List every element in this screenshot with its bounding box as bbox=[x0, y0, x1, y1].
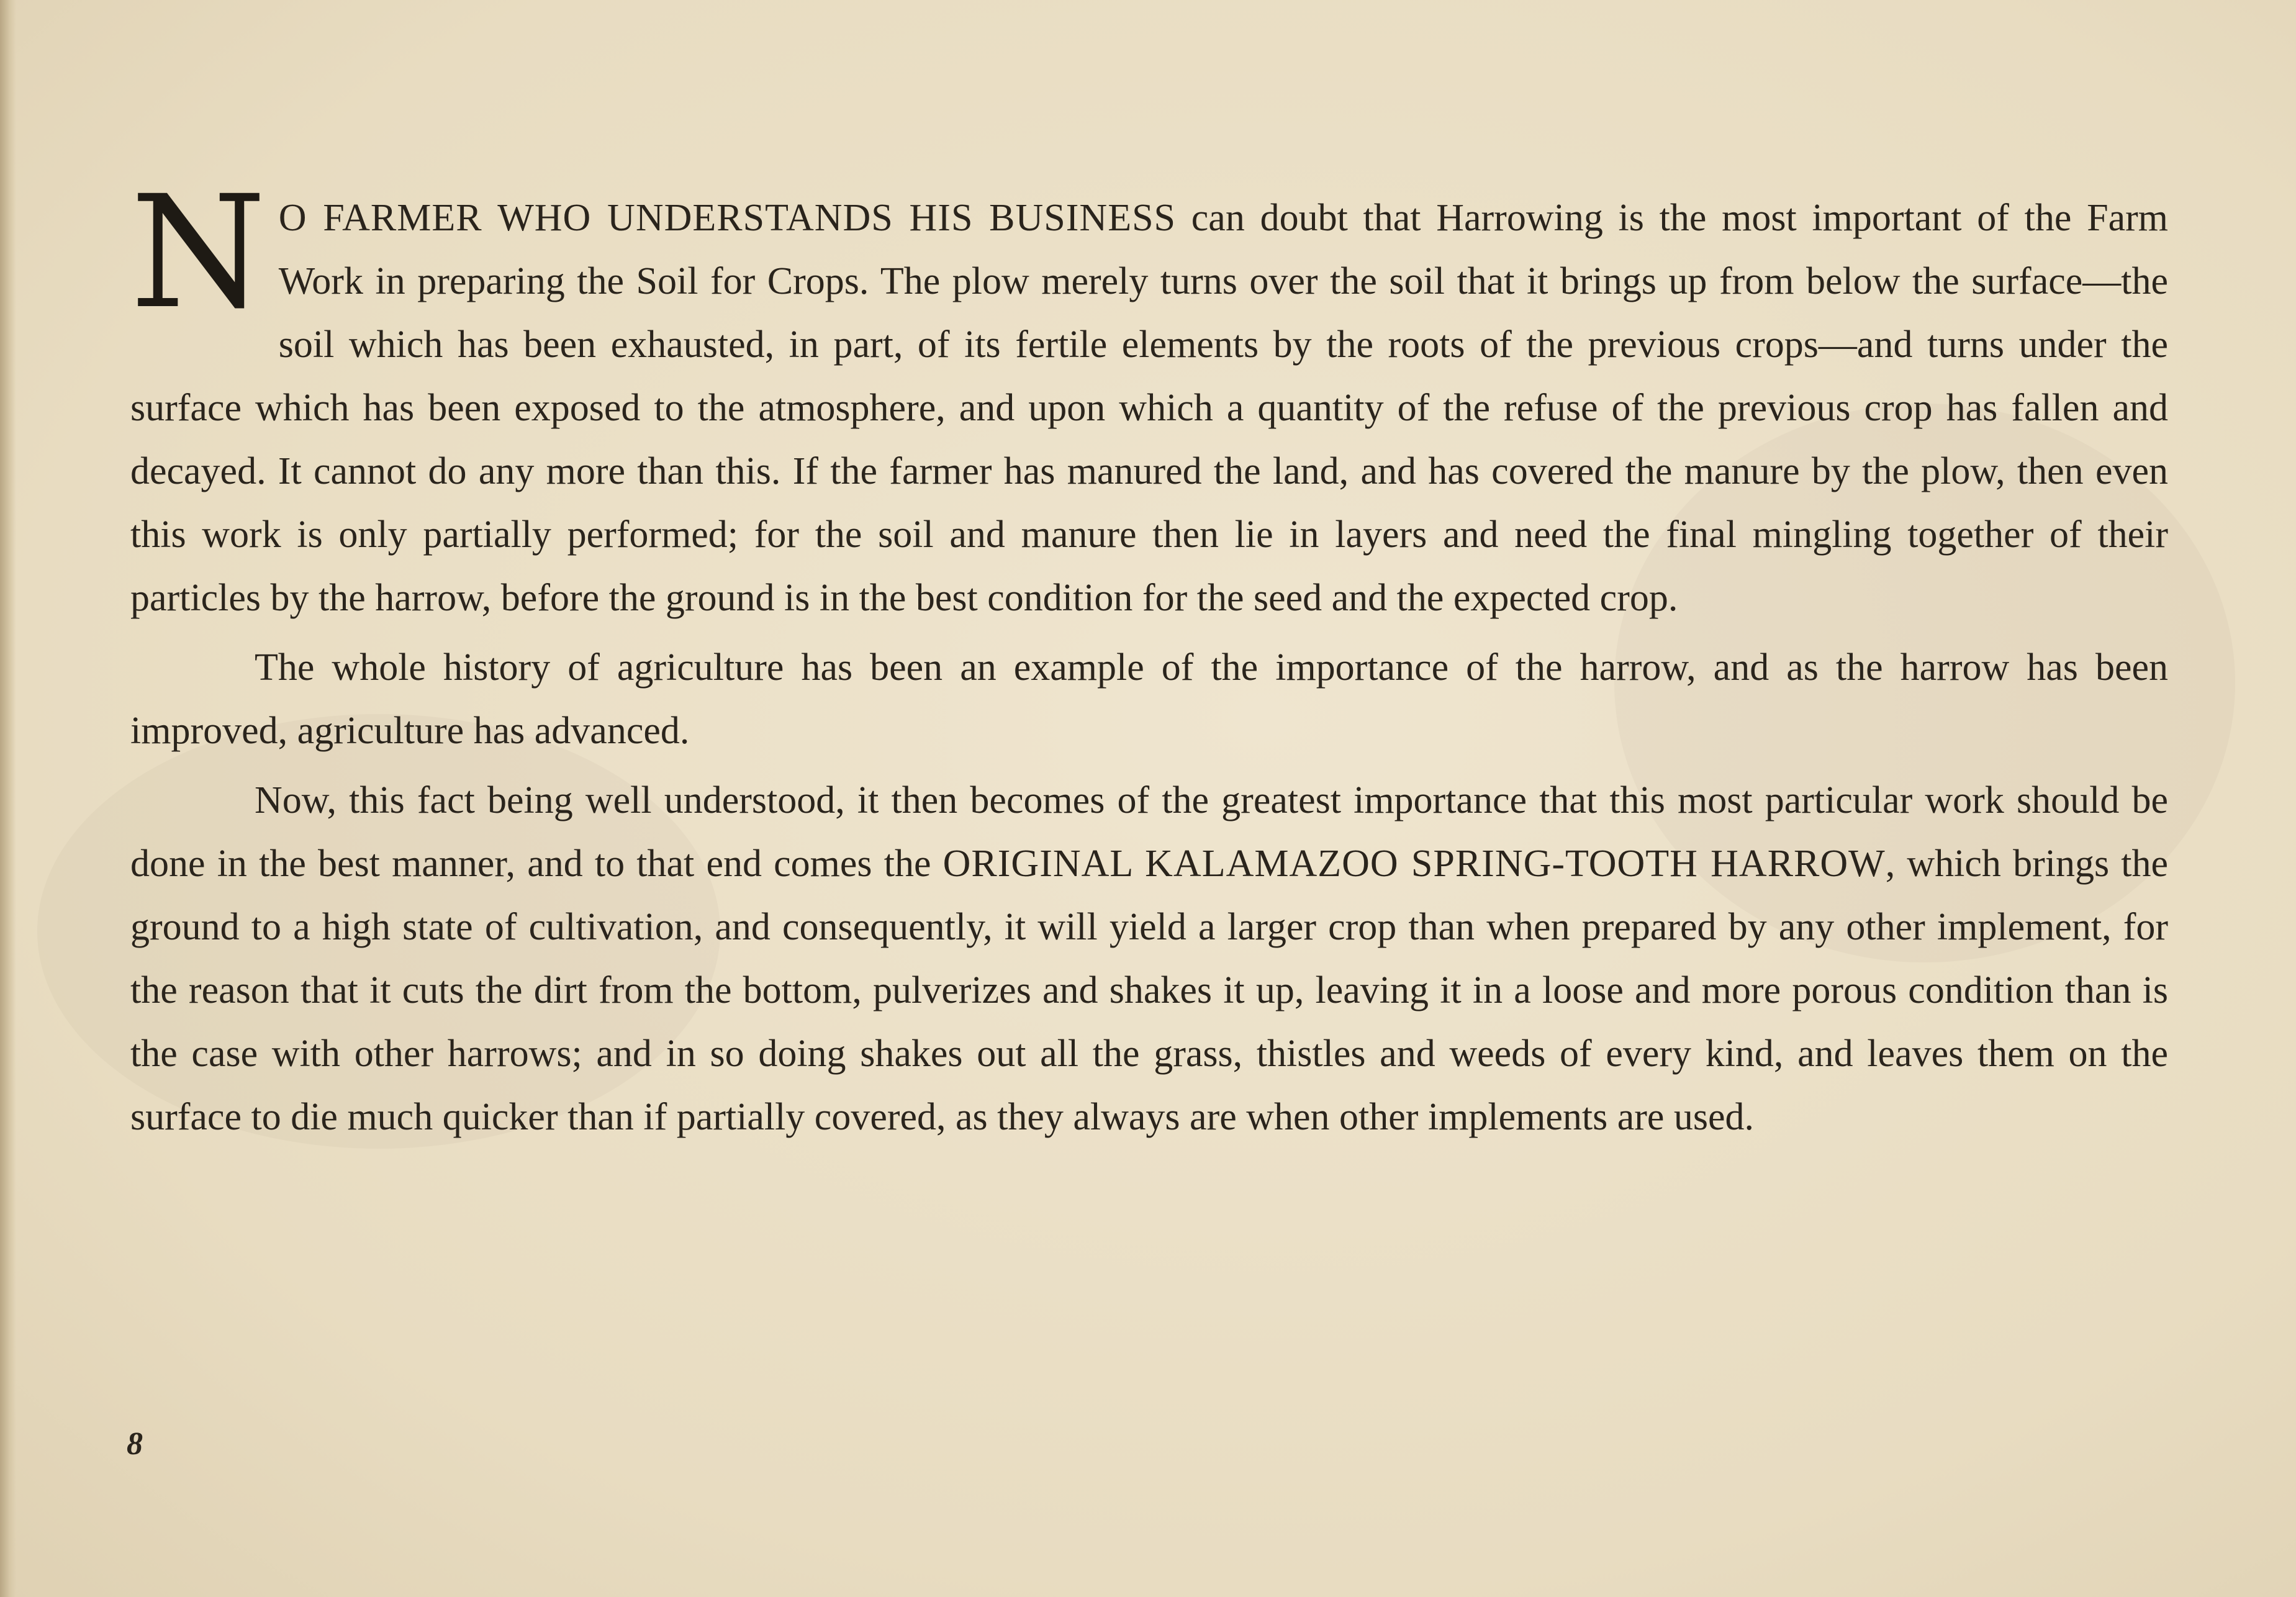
paragraph-1-text: can doubt that Harrowing is the most important of the Farm Work in preparing the Soil for Crops. The plow merely turns over the soil that it brings up from below the surface—the soil which has been exhausted, in part, of its fertile elements by the roots of the previous crops—and turns under the surface which has been exposed to the atmosphere, and upon which a quantity of the refuse of the previous crop has fallen and decayed. It cannot do any more than this. If the farmer has manured the land, and has covered the manure by the plow, then even this work is only partially performed; for the soil and manure then lie in layers and need the final mingling together of their particles by the harrow, before the ground is in the best condition for the seed and the expected crop. bbox=[130, 197, 2169, 619]
opening-caps-phrase: O FARMER WHO UNDERSTANDS HIS BUSINESS bbox=[278, 197, 1177, 239]
product-name-caps: ORIGINAL KALAMAZOO SPRING-TOOTH HARROW bbox=[942, 843, 1886, 885]
page-number: 8 bbox=[127, 1426, 143, 1462]
paragraph-3-text-after: , which brings the ground to a high state of cultivation, and consequently, it will yield a larger crop than when prepared by any other implement, for the reason that it cuts the dirt from the bottom, pulverizes and shakes it up, leaving it in a loose and more porous condition than is the case with other harrows; and in so doing shakes out all the grass, thistles and weeds of every kind, and leaves them on the surface to die much quicker than if partially covered, as they always are when other implements are used. bbox=[130, 843, 2169, 1138]
body-text bbox=[130, 162, 2169, 1155]
paragraph-3-text-before: Now, this fact being well understood, it then becomes of the greatest importance that this most particular work should be done in the best manner, and to that end comes the bbox=[130, 779, 2168, 885]
paragraph-3 bbox=[130, 769, 2168, 1149]
drop-cap-letter: N bbox=[130, 162, 266, 343]
paragraph-1 bbox=[130, 162, 2169, 630]
paragraph-2: The whole history of agriculture has been an example of the importance of the harrow, and as the harrow has been improved, agriculture has advanced. bbox=[130, 646, 2168, 752]
page-spine-shadow bbox=[0, 0, 16, 1597]
